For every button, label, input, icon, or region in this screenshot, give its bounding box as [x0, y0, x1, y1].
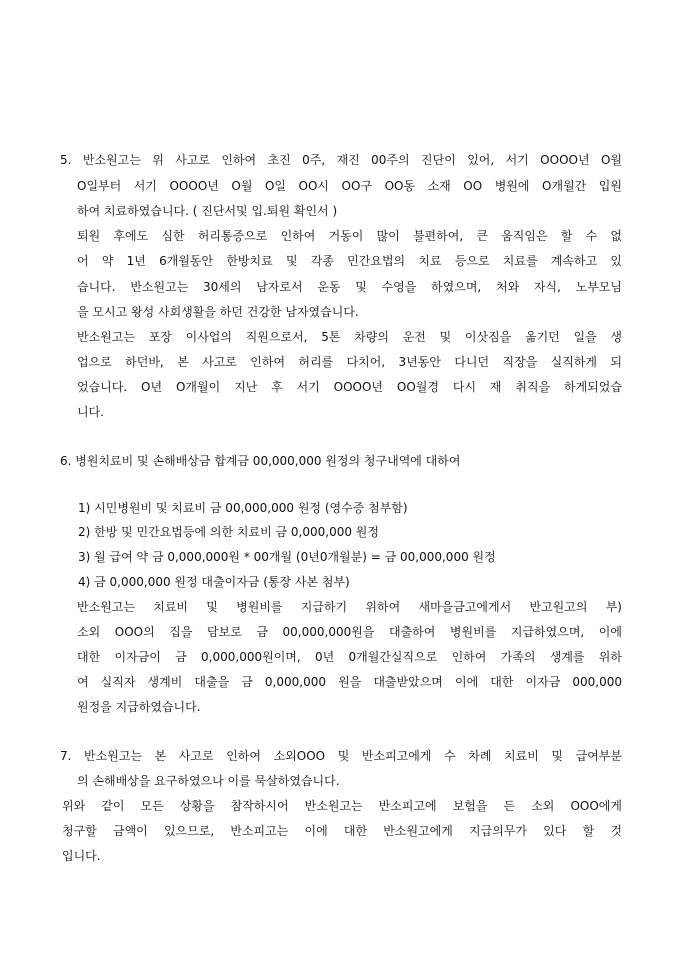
paragraph-line: 을 모시고 왕성 사회생활을 하던 건강한 남자였습니다. — [77, 305, 359, 319]
paragraph-line: 퇴원 후에도 심한 허리통증으로 인하여 거동이 많이 불편하여, 큰 움직임은 할 수 없 — [77, 229, 622, 243]
list-item: 3) 월 급여 약 금 0,000,000원 * 00개월 (0년0개월분) = 금 00,000,000 원정 — [78, 550, 496, 564]
paragraph-line: 입니다. — [62, 849, 101, 863]
list-item: 1) 시민병원비 및 치료비 금 00,000,000 원정 (영수증 첨부함) — [78, 501, 408, 515]
list-item: 4) 금 0,000,000 원정 대출이자금 (통장 사본 첨부) — [78, 575, 350, 589]
paragraph-line: 대한 이자금이 금 0,000,000원이며, 0년 0개월간실직으로 인하여 가족의 생계를 위하 — [77, 650, 622, 664]
paragraph-line: 위와 같이 모든 상황을 참작하시어 반소원고는 반소피고에 보험을 든 소외 OOO에게 — [62, 799, 622, 813]
paragraph-line: 청구할 금액이 있으므로, 반소피고는 이에 대한 반소원고에게 지급의무가 있다 할 것 — [62, 824, 622, 838]
paragraph-line: 업으로 하던바, 본 사고로 인하여 허리를 다치어, 3년동안 다니던 직장을 실직하게 되 — [77, 355, 622, 369]
list-item: 2) 한방 및 민간요법등에 의한 치료비 금 0,000,000 원정 — [78, 525, 379, 539]
paragraph-line: 5. 반소원고는 위 사고로 인하여 초진 0주, 재진 00주의 진단이 있어, 서기 OOOO년 O월 — [60, 153, 622, 167]
paragraph-line: 7. 반소원고는 본 사고로 인하여 소외OOO 및 반소피고에게 수 차례 치료비 및 급여부분 — [60, 749, 622, 763]
paragraph-line: 니다. — [77, 405, 104, 419]
paragraph-line: 반소원고는 치료비 및 병원비를 지급하기 위하여 새마을금고에게서 반고원고의 부) — [77, 600, 622, 614]
paragraph-line: 원정을 지급하였습니다. — [77, 700, 201, 714]
paragraph-line: O일부터 서기 OOOO년 O월 O일 OO시 OO구 OO동 소재 OO 병원에 O개월간 입원 — [77, 179, 622, 193]
paragraph-line: 반소원고는 포장 이사업의 직원으로서, 5톤 차량의 운전 및 이삿짐을 옮기던 일을 생 — [77, 330, 622, 344]
paragraph-line: 여 실직자 생계비 대출을 금 0,000,000 원을 대출받았으며 이에 대한 이자금 000,000 — [77, 675, 622, 689]
paragraph-line: 의 손해배상을 요구하였으나 이를 묵살하였습니다. — [77, 774, 340, 788]
paragraph-line: 었습니다. O년 O개월이 지난 후 서기 OOOO년 OO월경 다시 재 취직을 하게되었습 — [77, 380, 622, 394]
paragraph-line: 하여 치료하였습니다. ( 진단서및 입.퇴원 확인서 ) — [77, 204, 338, 218]
section-heading: 6. 병원치료비 및 손해배상금 합계금 00,000,000 원정의 청구내역에 대하여 — [60, 454, 461, 468]
paragraph-line: 소외 OOO의 집을 담보로 금 00,000,000원을 대출하여 병원비를 지급하였으며, 이에 — [77, 625, 622, 639]
paragraph-line: 어 약 1년 6개월동안 한방치료 및 각종 민간요법의 치료 등으로 치료를 계속하고 있 — [77, 254, 622, 268]
paragraph-line: 습니다. 반소원고는 30세의 남자로서 운동 및 수영을 하였으며, 처와 자식, 노부모님 — [77, 280, 622, 294]
